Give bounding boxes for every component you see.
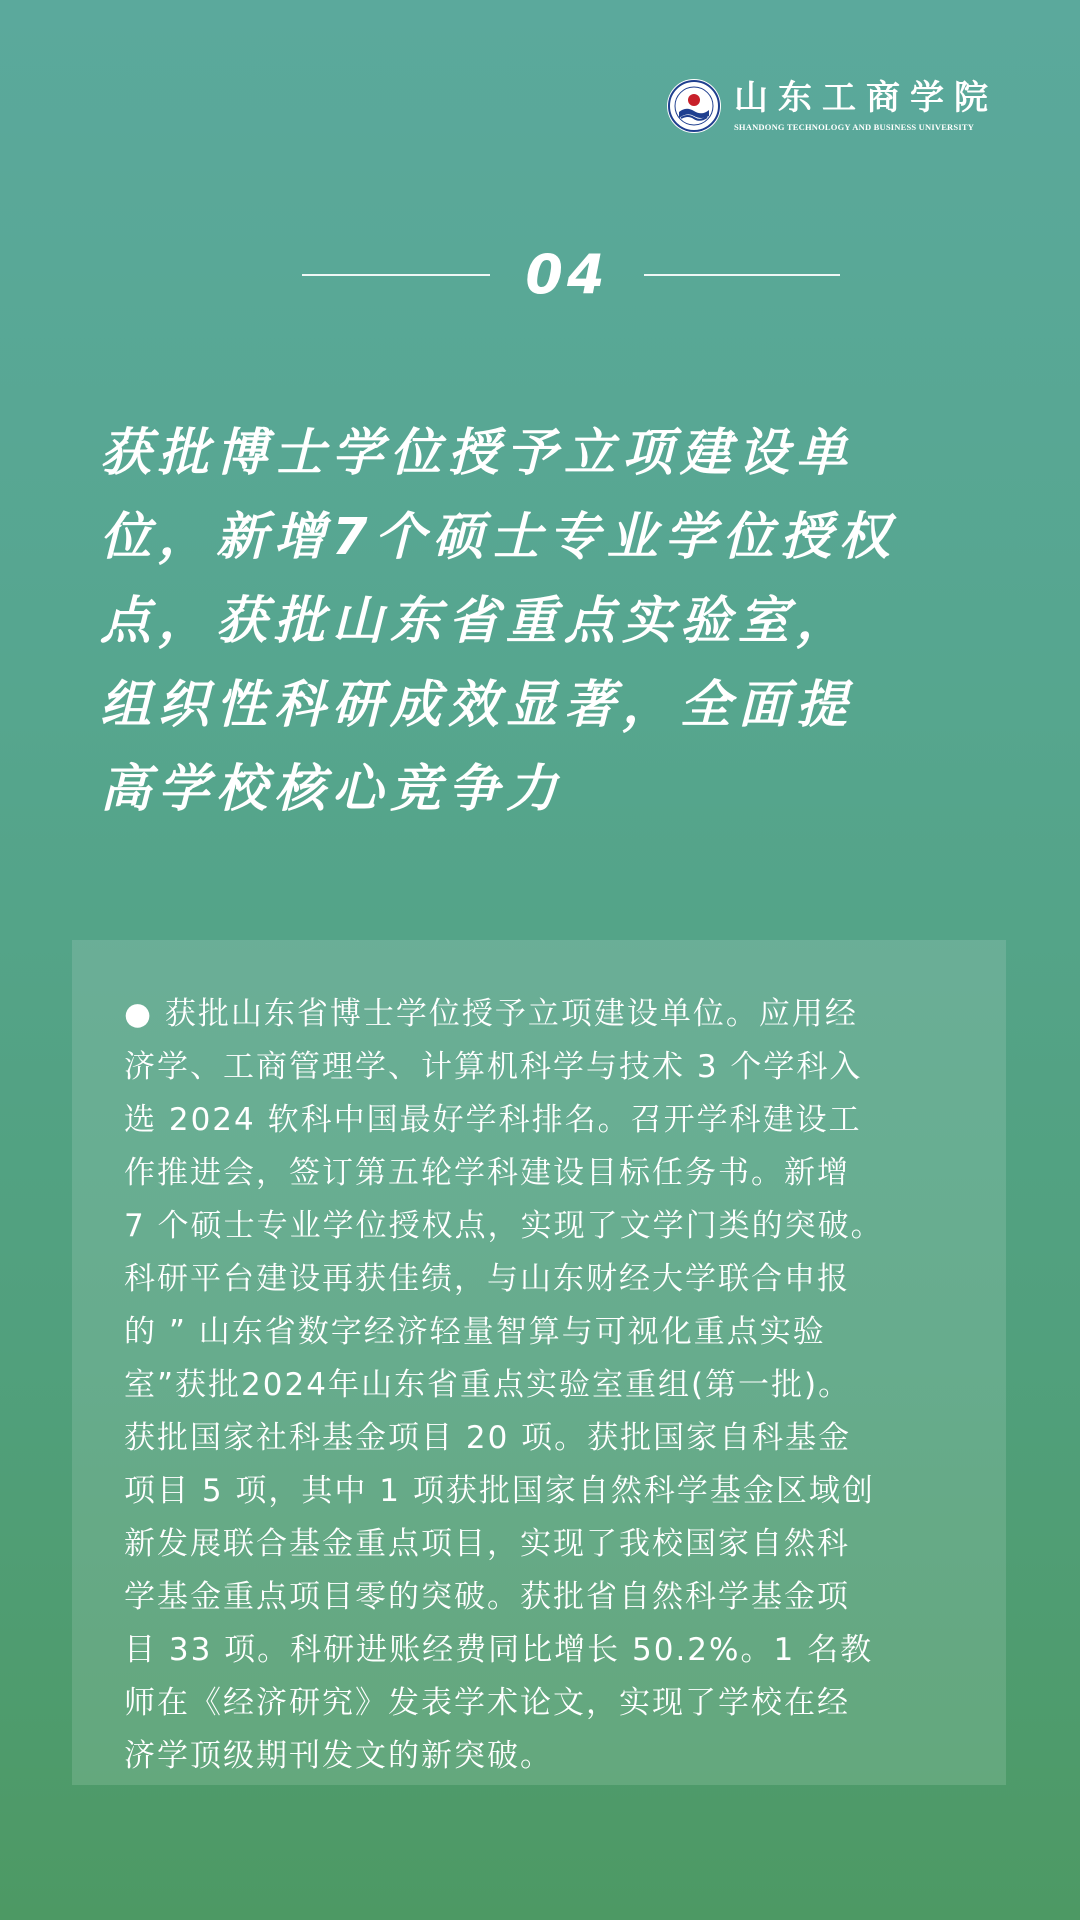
section-number: 04 <box>525 243 609 306</box>
university-english-name: SHANDONG TECHNOLOGY AND BUSINESS UNIVERSITY <box>734 122 975 132</box>
section-divider-left <box>302 274 490 276</box>
body-line: 师在《经济研究》发表学术论文，实现了学校在经 <box>124 1685 850 1721</box>
section-divider-right <box>644 274 840 276</box>
body-line: 7 个硕士专业学位授权点，实现了文学门类的突破。 <box>124 1208 884 1244</box>
content-card <box>72 940 1006 1785</box>
body-line: 获批国家社科基金项目 20 项。获批国家自科基金 <box>124 1420 852 1456</box>
body-line: 学基金重点项目零的突破。获批省自然科学基金项 <box>124 1579 850 1615</box>
headline-line: 点，获批山东省重点实验室， <box>100 592 855 651</box>
headline-line: 获批博士学位授予立项建设单 <box>100 424 855 483</box>
body-line: 目 33 项。科研进账经费同比增长 50.2%。1 名教 <box>124 1632 874 1668</box>
university-name: 山东工商学院 <box>734 78 998 118</box>
body-line: 的 ” 山东省数字经济轻量智算与可视化重点实验 <box>124 1314 826 1350</box>
body-line: 室”获批2024年山东省重点实验室重组(第一批)。 <box>124 1367 852 1403</box>
body-line: 济学顶级期刊发文的新突破。 <box>124 1738 553 1774</box>
headline <box>100 412 1000 832</box>
body-line: 科研平台建设再获佳绩，与山东财经大学联合申报 <box>124 1261 850 1297</box>
headline-line: 组织性科研成效显著，全面提 <box>100 676 855 735</box>
section-number-block <box>0 240 1080 320</box>
university-emblem-icon <box>666 78 722 134</box>
body-line: 济学、工商管理学、计算机科学与技术 3 个学科入 <box>124 1049 863 1085</box>
body-line: 新发展联合基金重点项目，实现了我校国家自然科 <box>124 1526 850 1562</box>
body-line: 作推进会，签订第五轮学科建设目标任务书。新增 <box>124 1155 850 1191</box>
headline-line: 高学校核心竞争力 <box>100 760 565 819</box>
body-line: 项目 5 项，其中 1 项获批国家自然科学基金区域创 <box>124 1473 875 1509</box>
university-logo <box>666 76 1006 136</box>
body-line: 选 2024 软科中国最好学科排名。召开学科建设工 <box>124 1102 862 1138</box>
body-text <box>124 988 964 1783</box>
headline-line: 位，新增7个硕士专业学位授权 <box>100 508 897 567</box>
body-line: ● 获批山东省博士学位授予立项建设单位。应用经 <box>124 996 858 1032</box>
